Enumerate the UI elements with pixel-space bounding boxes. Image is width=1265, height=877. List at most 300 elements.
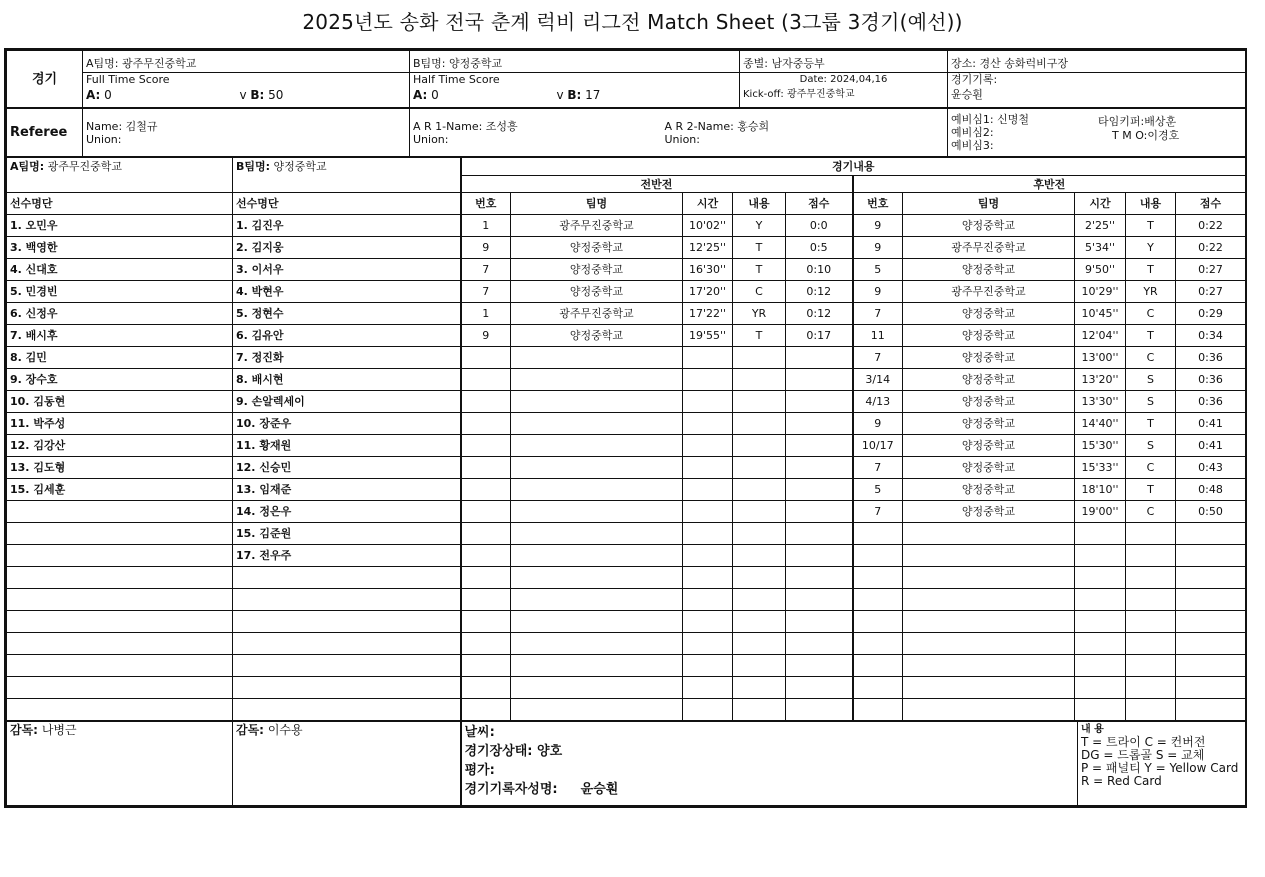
second-half-team: 양정중학교	[903, 391, 1075, 413]
second-half-no	[853, 545, 903, 567]
first-half-team	[511, 611, 683, 633]
reserve-referee-2: 예비심2:	[951, 126, 994, 139]
second-half-team: 양정중학교	[903, 457, 1075, 479]
table-row	[7, 347, 1246, 369]
first-half-score	[786, 545, 853, 567]
second-half-type	[1126, 567, 1176, 589]
first-half-team	[511, 457, 683, 479]
second-half-no	[853, 567, 903, 589]
second-half-col-2: 시간	[1075, 193, 1126, 215]
recorder-name: 윤승훤	[951, 87, 983, 101]
second-half-type: T	[1126, 259, 1176, 281]
first-half-type: T	[733, 237, 786, 259]
second-half-team: 양정중학교	[903, 501, 1075, 523]
first-half-no	[461, 369, 511, 391]
first-half-no: 9	[461, 237, 511, 259]
first-half-time	[683, 391, 733, 413]
roster-a-player: 13. 김도형	[7, 457, 233, 479]
second-half-team: 양정중학교	[903, 369, 1075, 391]
first-half-type	[733, 435, 786, 457]
second-half-no: 7	[853, 501, 903, 523]
table-row	[7, 259, 1246, 281]
first-half-time	[683, 479, 733, 501]
second-half-team	[903, 545, 1075, 567]
table-row	[7, 215, 1246, 237]
team-a-name: A팀명: 광주무진중학교	[83, 56, 409, 73]
second-half-no: 3/14	[853, 369, 903, 391]
second-half-team: 양정중학교	[903, 259, 1075, 281]
roster-a-player: 6. 신정우	[7, 303, 233, 325]
second-half-type	[1126, 545, 1176, 567]
first-half-no	[461, 479, 511, 501]
table-row	[7, 611, 1246, 633]
second-half-no	[853, 677, 903, 699]
roster-b-player: 15. 김준원	[233, 523, 461, 545]
table-row	[7, 281, 1246, 303]
first-half-team: 양정중학교	[511, 237, 683, 259]
referee-label: Referee	[7, 109, 83, 157]
team-b-title: 양정중학교	[273, 160, 327, 173]
first-half-time: 17'22''	[683, 303, 733, 325]
first-half-no	[461, 611, 511, 633]
second-half-no: 4/13	[853, 391, 903, 413]
first-half-time: 10'02''	[683, 215, 733, 237]
recorder-label: 경기기록:	[951, 72, 998, 86]
first-half-type: T	[733, 325, 786, 347]
first-half-col-2: 시간	[683, 193, 733, 215]
second-half-no	[853, 655, 903, 677]
first-half-time	[683, 523, 733, 545]
roster-b-player: 4. 박현우	[233, 281, 461, 303]
second-half-type: S	[1126, 391, 1176, 413]
first-half-type	[733, 413, 786, 435]
second-half-time: 10'45''	[1075, 303, 1126, 325]
second-half-type: S	[1126, 435, 1176, 457]
header-table	[6, 50, 1246, 108]
second-half-score: 0:34	[1176, 325, 1246, 347]
second-half-score: 0:36	[1176, 391, 1246, 413]
first-half-type: T	[733, 259, 786, 281]
second-half-time: 13'20''	[1075, 369, 1126, 391]
table-row	[7, 391, 1246, 413]
category: 종별: 남자중등부	[740, 56, 947, 73]
ar2-union: Union:	[664, 132, 700, 146]
second-half-time: 18'10''	[1075, 479, 1126, 501]
first-half-no	[461, 589, 511, 611]
first-half-type: Y	[733, 215, 786, 237]
first-half-col-4: 점수	[786, 193, 853, 215]
first-half-team: 양정중학교	[511, 259, 683, 281]
first-half-time: 19'55''	[683, 325, 733, 347]
table-row	[7, 369, 1246, 391]
roster-a-player: 8. 김민	[7, 347, 233, 369]
second-half-type: YR	[1126, 281, 1176, 303]
first-half-no	[461, 567, 511, 589]
field-condition-label: 경기장상태:	[464, 744, 533, 759]
second-half-time: 10'29''	[1075, 281, 1126, 303]
first-half-type	[733, 523, 786, 545]
second-half-score: 0:36	[1176, 347, 1246, 369]
first-half-no: 9	[461, 325, 511, 347]
first-half-team	[511, 589, 683, 611]
first-half-time	[683, 567, 733, 589]
first-half-time	[683, 457, 733, 479]
first-half-no	[461, 347, 511, 369]
first-half-time	[683, 699, 733, 721]
ar2-name: A R 2-Name: 홍승희	[664, 119, 770, 133]
legend-line-2: DG = 드롭골 S = 교체	[1081, 748, 1205, 762]
second-half-team: 양정중학교	[903, 347, 1075, 369]
second-half-time	[1075, 545, 1126, 567]
roster-b-player: 3. 이서우	[233, 259, 461, 281]
first-half-team: 양정중학교	[511, 325, 683, 347]
second-half-time	[1075, 611, 1126, 633]
first-half-no	[461, 501, 511, 523]
first-half-score	[786, 479, 853, 501]
second-half-score	[1176, 633, 1246, 655]
coach-a-label: 감독:	[10, 723, 38, 737]
weather-label: 날씨:	[464, 725, 495, 740]
full-a-score: 0	[104, 87, 112, 102]
match-date: Date: 2024,04,16	[799, 73, 888, 85]
half-v: v	[556, 87, 564, 102]
team-b-name: B팀명: 양정중학교	[410, 56, 739, 73]
first-half-type	[733, 369, 786, 391]
full-a-prefix: A:	[86, 87, 101, 102]
second-half-no: 9	[853, 281, 903, 303]
first-half-score	[786, 699, 853, 721]
first-half-team	[511, 369, 683, 391]
first-half-team	[511, 677, 683, 699]
second-half-no: 9	[853, 215, 903, 237]
second-half-team	[903, 589, 1075, 611]
table-row	[7, 677, 1246, 699]
second-half-no	[853, 633, 903, 655]
second-half-team: 양정중학교	[903, 413, 1075, 435]
first-half-no	[461, 655, 511, 677]
ar1-union: Union:	[413, 132, 449, 146]
second-half-no: 7	[853, 347, 903, 369]
first-half-time	[683, 677, 733, 699]
first-half-score	[786, 677, 853, 699]
first-half-col-3: 내용	[733, 193, 786, 215]
roster-b-player: 11. 황재원	[233, 435, 461, 457]
roster-b-player: 17. 전우주	[233, 545, 461, 567]
first-half-team: 양정중학교	[511, 281, 683, 303]
first-half-score	[786, 435, 853, 457]
first-half-type	[733, 699, 786, 721]
roster-b-header: 선수명단	[233, 193, 461, 215]
game-label: 경기	[7, 51, 83, 108]
first-half-no	[461, 699, 511, 721]
second-half-team	[903, 699, 1075, 721]
second-half-score: 0:41	[1176, 435, 1246, 457]
first-half-team	[511, 501, 683, 523]
second-half-no	[853, 611, 903, 633]
first-half-score	[786, 501, 853, 523]
roster-b-player: 12. 신승민	[233, 457, 461, 479]
first-half-score	[786, 391, 853, 413]
second-half-time	[1075, 699, 1126, 721]
second-half-type: C	[1126, 303, 1176, 325]
first-half-time: 16'30''	[683, 259, 733, 281]
referee-union: Union:	[86, 132, 122, 146]
table-row	[7, 655, 1246, 677]
second-half-time: 2'25''	[1075, 215, 1126, 237]
full-v: v	[239, 87, 247, 102]
second-half-no: 10/17	[853, 435, 903, 457]
coach-b-name: 이수용	[267, 723, 303, 737]
second-half-time: 13'00''	[1075, 347, 1126, 369]
first-half-time: 12'25''	[683, 237, 733, 259]
half-b-prefix: B:	[567, 87, 582, 102]
page-title: 2025년도 송화 전국 춘계 럭비 리그전 Match Sheet (3그룹 3경기(예선))	[302, 10, 963, 34]
second-half-score	[1176, 677, 1246, 699]
first-half-score	[786, 567, 853, 589]
first-half-team: 광주무진중학교	[511, 303, 683, 325]
legend-line-4: R = Red Card	[1081, 774, 1162, 788]
first-half-type	[733, 479, 786, 501]
team-b-label: B팀명:	[236, 160, 271, 173]
table-row	[7, 457, 1246, 479]
first-half-time	[683, 435, 733, 457]
second-half-time: 13'30''	[1075, 391, 1126, 413]
second-half-score: 0:41	[1176, 413, 1246, 435]
second-half-score	[1176, 699, 1246, 721]
first-half-time	[683, 611, 733, 633]
second-half-type: T	[1126, 413, 1176, 435]
first-half-no	[461, 633, 511, 655]
table-row	[7, 589, 1246, 611]
first-half-score: 0:0	[786, 215, 853, 237]
ar1-name: A R 1-Name: 조성흥	[413, 119, 518, 133]
second-half-type: T	[1126, 325, 1176, 347]
roster-a-player	[7, 699, 233, 721]
roster-b-player	[233, 655, 461, 677]
roster-a-player	[7, 545, 233, 567]
second-half-type: T	[1126, 215, 1176, 237]
second-half-score: 0:48	[1176, 479, 1246, 501]
roster-b-player: 2. 김지웅	[233, 237, 461, 259]
first-half-type	[733, 633, 786, 655]
first-half-no	[461, 391, 511, 413]
second-half-no	[853, 699, 903, 721]
roster-a-player	[7, 589, 233, 611]
first-half-score	[786, 633, 853, 655]
first-half-no: 7	[461, 259, 511, 281]
first-half-type	[733, 567, 786, 589]
second-half-score	[1176, 545, 1246, 567]
roster-a-player: 3. 백영한	[7, 237, 233, 259]
second-half-time: 15'33''	[1075, 457, 1126, 479]
first-half-team	[511, 523, 683, 545]
table-row	[7, 479, 1246, 501]
second-half-time	[1075, 589, 1126, 611]
first-half-score	[786, 457, 853, 479]
roster-a-player: 15. 김세훈	[7, 479, 233, 501]
second-half-score: 0:29	[1176, 303, 1246, 325]
reserve-referee-3: 예비심3:	[951, 139, 994, 152]
half-a-score: 0	[431, 87, 439, 102]
second-half-team	[903, 677, 1075, 699]
second-half-col-3: 내용	[1126, 193, 1176, 215]
first-half-type	[733, 545, 786, 567]
second-half-team	[903, 567, 1075, 589]
field-condition: 양호	[537, 744, 563, 759]
first-half-no: 1	[461, 303, 511, 325]
second-half-team: 광주무진중학교	[903, 281, 1075, 303]
first-half-type	[733, 391, 786, 413]
first-half-score	[786, 589, 853, 611]
roster-a-header: 선수명단	[7, 193, 233, 215]
second-half-time	[1075, 567, 1126, 589]
roster-a-player: 7. 배시후	[7, 325, 233, 347]
table-row	[7, 237, 1246, 259]
second-half-type: S	[1126, 369, 1176, 391]
second-half-score	[1176, 611, 1246, 633]
first-half-team	[511, 479, 683, 501]
roster-b-player: 9. 손알렉세이	[233, 391, 461, 413]
second-half-team	[903, 655, 1075, 677]
roster-b-player	[233, 633, 461, 655]
roster-a-player: 12. 김강산	[7, 435, 233, 457]
second-half-team: 양정중학교	[903, 325, 1075, 347]
team-a-title: 광주무진중학교	[47, 160, 123, 173]
second-half-score	[1176, 523, 1246, 545]
roster-a-player: 4. 신대호	[7, 259, 233, 281]
second-half-team: 광주무진중학교	[903, 237, 1075, 259]
evaluation-label: 평가:	[464, 763, 495, 778]
second-half-type	[1126, 699, 1176, 721]
second-half-score: 0:43	[1176, 457, 1246, 479]
first-half-type	[733, 655, 786, 677]
second-half-time	[1075, 633, 1126, 655]
first-half-time	[683, 347, 733, 369]
half-a-prefix: A:	[413, 87, 428, 102]
first-half-score	[786, 523, 853, 545]
first-half-time	[683, 655, 733, 677]
table-row	[7, 633, 1246, 655]
first-half-team	[511, 567, 683, 589]
first-half-no: 1	[461, 215, 511, 237]
coach-b-label: 감독:	[236, 723, 264, 737]
first-half-team: 광주무진중학교	[511, 215, 683, 237]
roster-a-player	[7, 567, 233, 589]
first-half-team	[511, 391, 683, 413]
second-half-time: 15'30''	[1075, 435, 1126, 457]
second-half-col-0: 번호	[853, 193, 903, 215]
second-half-score: 0:50	[1176, 501, 1246, 523]
first-half-score: 0:17	[786, 325, 853, 347]
second-half-team: 양정중학교	[903, 435, 1075, 457]
first-half-team	[511, 699, 683, 721]
first-half-no	[461, 677, 511, 699]
second-half-col-4: 점수	[1176, 193, 1246, 215]
roster-b-player: 14. 정은우	[233, 501, 461, 523]
roster-a-player	[7, 611, 233, 633]
first-half-type	[733, 611, 786, 633]
first-half-score	[786, 655, 853, 677]
roster-b-player	[233, 611, 461, 633]
second-half-score: 0:27	[1176, 259, 1246, 281]
roster-a-player	[7, 501, 233, 523]
first-half-team	[511, 633, 683, 655]
roster-a-player	[7, 677, 233, 699]
roster-b-player: 1. 김진우	[233, 215, 461, 237]
first-half-team	[511, 435, 683, 457]
roster-b-player: 10. 장준우	[233, 413, 461, 435]
roster-a-player	[7, 633, 233, 655]
first-half-type: YR	[733, 303, 786, 325]
second-half-score: 0:22	[1176, 215, 1246, 237]
first-half-score	[786, 611, 853, 633]
table-row	[7, 523, 1246, 545]
table-row	[7, 303, 1246, 325]
second-half-no: 9	[853, 237, 903, 259]
referee-table	[6, 108, 1246, 157]
coach-a-name: 나병근	[41, 723, 77, 737]
second-half-no	[853, 589, 903, 611]
second-half-type	[1126, 677, 1176, 699]
first-half-score: 0:12	[786, 303, 853, 325]
first-half-type	[733, 347, 786, 369]
first-half-col-0: 번호	[461, 193, 511, 215]
team-a-label: A팀명:	[10, 160, 45, 173]
second-half-team	[903, 611, 1075, 633]
legend-line-3: P = 패널티 Y = Yellow Card	[1081, 761, 1239, 775]
second-half-type	[1126, 633, 1176, 655]
first-half-team	[511, 655, 683, 677]
first-half-time: 17'20''	[683, 281, 733, 303]
second-half-no: 11	[853, 325, 903, 347]
first-half-col-1: 팀명	[511, 193, 683, 215]
second-half-team: 양정중학교	[903, 303, 1075, 325]
roster-a-player	[7, 655, 233, 677]
second-half-score: 0:36	[1176, 369, 1246, 391]
second-half-team	[903, 633, 1075, 655]
first-half-no	[461, 435, 511, 457]
table-row	[7, 545, 1246, 567]
second-half-time: 12'04''	[1075, 325, 1126, 347]
second-half-col-1: 팀명	[903, 193, 1075, 215]
recorder-signature-label: 경기기록자성명:	[464, 782, 558, 797]
first-half-time	[683, 369, 733, 391]
first-half-time	[683, 589, 733, 611]
first-half-time	[683, 633, 733, 655]
table-row	[7, 325, 1246, 347]
roster-b-player: 5. 정현수	[233, 303, 461, 325]
second-half-no: 7	[853, 457, 903, 479]
roster-a-player: 9. 장수호	[7, 369, 233, 391]
second-half-score	[1176, 567, 1246, 589]
roster-a-player: 5. 민경빈	[7, 281, 233, 303]
legend-line-1: T = 트라이 C = 컨버전	[1081, 735, 1206, 749]
roster-b-player: 13. 임재준	[233, 479, 461, 501]
second-half-type: Y	[1126, 237, 1176, 259]
match-content-label: 경기내용	[461, 158, 1246, 176]
roster-a-player: 11. 박주성	[7, 413, 233, 435]
first-half-time	[683, 545, 733, 567]
roster-a-player: 10. 김동현	[7, 391, 233, 413]
kickoff: Kick-off: 광주무진중학교	[743, 88, 855, 100]
second-half-type	[1126, 523, 1176, 545]
full-b-score: 50	[268, 87, 284, 102]
roster-a-player	[7, 523, 233, 545]
second-half-no: 9	[853, 413, 903, 435]
second-half-type: C	[1126, 457, 1176, 479]
roster-b-player	[233, 699, 461, 721]
second-half-score	[1176, 655, 1246, 677]
